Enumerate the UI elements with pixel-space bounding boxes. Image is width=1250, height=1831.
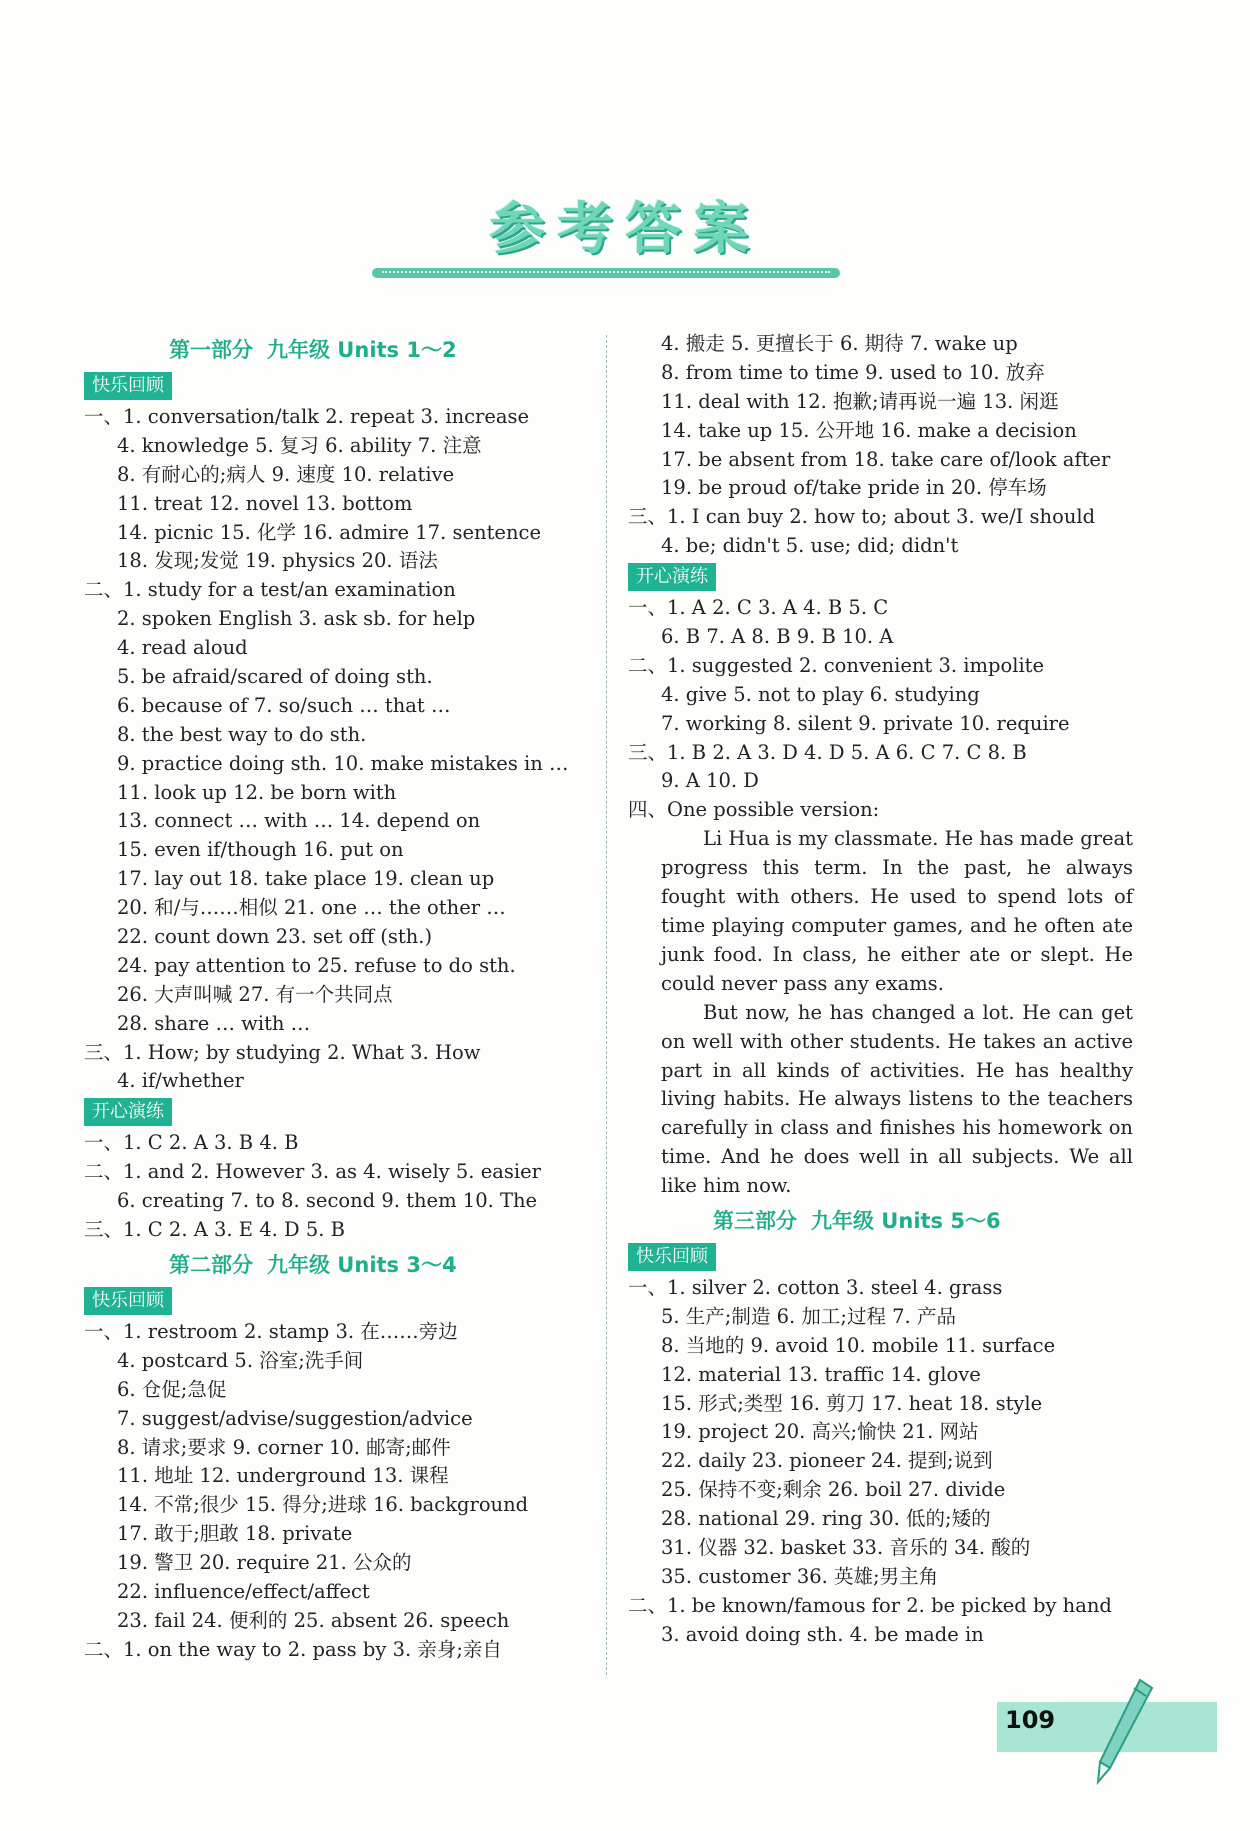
page-title: 参考答案 — [489, 197, 761, 262]
answer-line: 2. spoken English 3. ask sb. for help — [117, 607, 476, 631]
column-divider — [606, 335, 607, 1675]
answer-line: 11. deal with 12. 抱歉;请再说一遍 13. 闲逛 — [661, 389, 1059, 413]
answer-line: 13. connect … with … 14. depend on — [117, 809, 481, 833]
answer-line: 二、1. on the way to 2. pass by 3. 亲身;亲自 — [84, 1637, 502, 1661]
answer-line: 二、1. be known/famous for 2. be picked by hand — [628, 1593, 1112, 1617]
section-heading — [84, 1245, 604, 1285]
answer-line: 19. 警卫 20. require 21. 公众的 — [117, 1551, 412, 1575]
section-units-label: 九年级 Units 5～6 — [811, 1209, 1001, 1234]
answer-line: 5. 生产;制造 6. 加工;过程 7. 产品 — [661, 1304, 956, 1328]
answer-line: 28. share … with … — [117, 1011, 311, 1035]
subsection-tag: 开心演练 — [84, 1098, 172, 1126]
page-number: 109 — [1005, 1706, 1056, 1734]
answer-line: 19. project 20. 高兴;愉快 21. 网站 — [661, 1420, 979, 1444]
answer-line: 24. pay attention to 25. refuse to do sth. — [117, 953, 516, 977]
answer-line: 二、1. and 2. However 3. as 4. wisely 5. easier — [84, 1160, 541, 1184]
answer-line: 19. be proud of/take pride in 20. 停车场 — [661, 476, 1047, 500]
subsection-tag: 快乐回顾 — [84, 1287, 172, 1315]
answer-line: 6. because of 7. so/such … that … — [117, 693, 451, 717]
answer-line: 11. 地址 12. underground 13. 课程 — [117, 1464, 449, 1488]
answer-line: 22. influence/effect/affect — [117, 1579, 370, 1603]
answer-line: 17. lay out 18. take place 19. clean up — [117, 867, 495, 891]
section-part-label: 第一部分 — [169, 338, 253, 362]
answer-line: 35. customer 36. 英雄;男主角 — [661, 1564, 939, 1588]
answer-line: 28. national 29. ring 30. 低的;矮的 — [661, 1507, 991, 1531]
answer-line: 4. knowledge 5. 复习 6. ability 7. 注意 — [117, 433, 482, 457]
sample-essay — [628, 825, 1133, 1201]
answer-line: 三、1. B 2. A 3. D 4. D 5. A 6. C 7. C 8. B — [628, 740, 1027, 764]
answer-line: 4. postcard 5. 浴室;洗手间 — [117, 1348, 364, 1372]
answer-line: 11. look up 12. be born with — [117, 780, 397, 804]
answer-line: 15. even if/though 16. put on — [117, 838, 404, 862]
answer-line: 三、1. C 2. A 3. E 4. D 5. B — [84, 1218, 346, 1242]
right-answer-column — [628, 330, 1133, 1650]
answer-line: 22. count down 23. set off (sth.) — [117, 925, 433, 949]
section-heading — [84, 330, 604, 370]
answer-line: 14. picnic 15. 化学 16. admire 17. sentence — [117, 520, 541, 544]
answer-line: 四、One possible version: — [628, 798, 880, 822]
answer-line: 8. 当地的 9. avoid 10. mobile 11. surface — [661, 1333, 1056, 1357]
section-units-label: 九年级 Units 3～4 — [267, 1252, 457, 1277]
section-units-label: 九年级 Units 1～2 — [267, 338, 457, 362]
answer-line: 一、1. restroom 2. stamp 3. 在……旁边 — [84, 1319, 458, 1343]
answer-line: 一、1. conversation/talk 2. repeat 3. increase — [84, 405, 530, 428]
answer-line: 12. material 13. traffic 14. glove — [661, 1362, 981, 1386]
answer-line: 4. 搬走 5. 更擅长于 6. 期待 7. wake up — [661, 332, 1018, 355]
answer-line: 17. 敢于;胆敢 18. private — [117, 1522, 353, 1546]
answer-line: 三、1. I can buy 2. how to; about 3. we/I should — [628, 505, 1096, 529]
answer-line: 25. 保持不变;剩余 26. boil 27. divide — [661, 1478, 1006, 1502]
pen-icon — [1090, 1676, 1160, 1786]
subsection-tag: 开心演练 — [628, 563, 716, 591]
answer-line: 4. read aloud — [117, 636, 248, 660]
answer-line: 3. avoid doing sth. 4. be made in — [661, 1622, 984, 1646]
section-part-label: 第三部分 — [713, 1209, 797, 1234]
answer-line: 4. if/whether — [117, 1069, 244, 1093]
answer-line: 一、1. C 2. A 3. B 4. B — [84, 1131, 299, 1155]
answer-line: 8. 请求;要求 9. corner 10. 邮寄;邮件 — [117, 1435, 451, 1459]
answer-line: 9. A 10. D — [661, 769, 759, 793]
answer-line: 4. be; didn't 5. use; did; didn't — [661, 534, 959, 558]
section-heading — [628, 1201, 1133, 1241]
section-part-label: 第二部分 — [169, 1252, 253, 1277]
answer-line: 一、1. A 2. C 3. A 4. B 5. C — [628, 596, 889, 620]
answer-line: 26. 大声叫喊 27. 有一个共同点 — [117, 982, 393, 1006]
answer-line: 23. fail 24. 便利的 25. absent 26. speech — [117, 1608, 510, 1632]
answer-line: 6. 仓促;急促 — [117, 1377, 227, 1401]
answer-line: 7. suggest/advise/suggestion/advice — [117, 1406, 473, 1430]
answer-line: 9. practice doing sth. 10. make mistakes in … — [117, 751, 569, 775]
title-underline-decoration — [372, 268, 840, 278]
answer-line: 8. 有耐心的;病人 9. 速度 10. relative — [117, 462, 455, 486]
subsection-tag: 快乐回顾 — [628, 1243, 716, 1271]
answer-line: 14. take up 15. 公开地 16. make a decision — [661, 418, 1077, 442]
essay-paragraph: Li Hua is my classmate. He has made great progress this term. In the past, he always fought with others. He used to spend lots of time playing computer games, and he often ate junk food. In class, he either ate or slept. He could never pass any exams. — [661, 827, 1133, 995]
answer-line: 22. daily 23. pioneer 24. 提到;说到 — [661, 1449, 993, 1473]
answer-line: 17. be absent from 18. take care of/look after — [661, 447, 1111, 471]
answer-line: 6. B 7. A 8. B 9. B 10. A — [661, 625, 894, 649]
answer-line: 5. be afraid/scared of doing sth. — [117, 665, 433, 689]
answer-line: 4. give 5. not to play 6. studying — [661, 682, 980, 706]
answer-line: 11. treat 12. novel 13. bottom — [117, 491, 413, 515]
answer-line: 二、1. study for a test/an examination — [84, 578, 456, 602]
answer-line: 6. creating 7. to 8. second 9. them 10. The — [117, 1189, 538, 1213]
answer-line: 15. 形式;类型 16. 剪刀 17. heat 18. style — [661, 1391, 1043, 1415]
answer-line: 二、1. suggested 2. convenient 3. impolite — [628, 653, 1045, 677]
answer-line: 一、1. silver 2. cotton 3. steel 4. grass — [628, 1276, 1003, 1300]
answer-line: 31. 仪器 32. basket 33. 音乐的 34. 酸的 — [661, 1536, 1031, 1560]
answer-line: 三、1. How; by studying 2. What 3. How — [84, 1040, 481, 1064]
answer-line: 20. 和/与……相似 21. one … the other … — [117, 896, 506, 920]
answer-line: 14. 不常;很少 15. 得分;进球 16. background — [117, 1493, 529, 1517]
essay-paragraph: But now, he has changed a lot. He can get on well with other students. He takes an active part in all kinds of activities. He has healthy living habits. He always listens to the teachers carefully in class and finishes his homework on time. And he does well in all subjects. We all like him now. — [661, 1000, 1133, 1198]
answer-line: 18. 发现;发觉 19. physics 20. 语法 — [117, 549, 438, 573]
answer-line: 8. from time to time 9. used to 10. 放弃 — [661, 360, 1045, 384]
answer-line: 8. the best way to do sth. — [117, 722, 367, 746]
left-answer-column — [84, 330, 604, 1665]
answer-line: 7. working 8. silent 9. private 10. require — [661, 711, 1070, 735]
subsection-tag: 快乐回顾 — [84, 372, 172, 400]
